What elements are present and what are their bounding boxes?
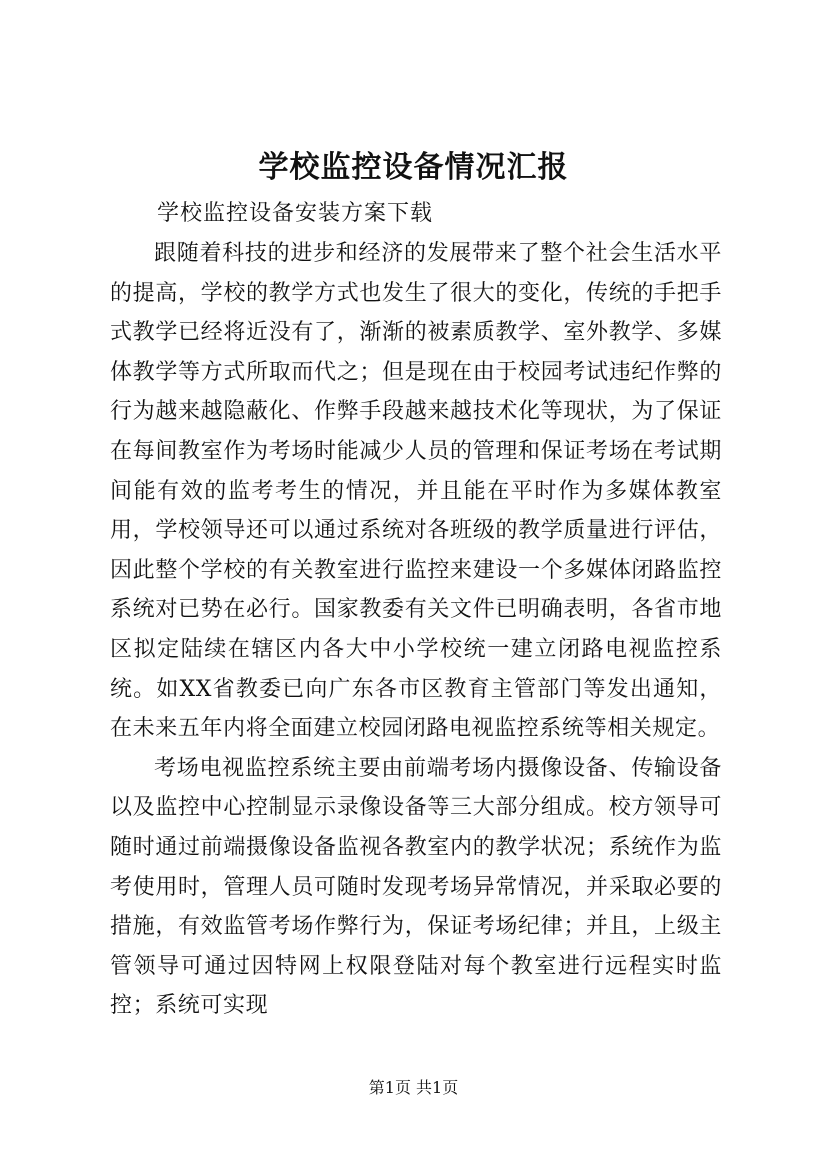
body-paragraph: 考场电视监控系统主要由前端考场内摄像设备、传输设备以及监控中心控制显示录像设备等三大部分组成。校方领导可随时通过前端摄像设备监视各教室内的教学状况；系统作为监考使用时，管理人员可随时发现考场异常情况，并采取必要的措施，有效监管考场作弊行为，保证考场纪律；并且，上级主管领导可通过因特网上权限登陆对每个教室进行远程实时监控；系统可实现 — [110, 755, 722, 1019]
document-body — [110, 234, 722, 1026]
document-subtitle: 学校监控设备安装方案下载 — [157, 201, 434, 226]
page-footer: 第1页 共1页 — [368, 1078, 459, 1097]
body-paragraph: 跟随着科技的进步和经济的发展带来了整个社会生活水平的提高，学校的教学方式也发生了很大的变化，传统的手把手式教学已经将近没有了，渐渐的被素质教学、室外教学、多媒体教学等方式所取而代之；但是现在由于校园考试违纪作弊的行为越来越隐蔽化、作弊手段越来越技术化等现状，为了保证在每间教室作为考场时能减少人员的管理和保证考场在考试期间能有效的监考考生的情况，并且能在平时作为多媒体教室用，学校领导还可以通过系统对各班级的教学质量进行评估，因此整个学校的有关教室进行监控来建设一个多媒体闭路监控系统对已势在必行。国家教委有关文件已明确表明，各省市地区拟定陆续在辖区内各大中小学校统一建立闭路电视监控系统。如XX省教委已向广东各市区教育主管部门等发出通知，在未来五年内将全面建立校园闭路电视监控系统等相关规定。 — [110, 241, 722, 742]
document-title: 学校监控设备情况汇报 — [258, 150, 569, 185]
